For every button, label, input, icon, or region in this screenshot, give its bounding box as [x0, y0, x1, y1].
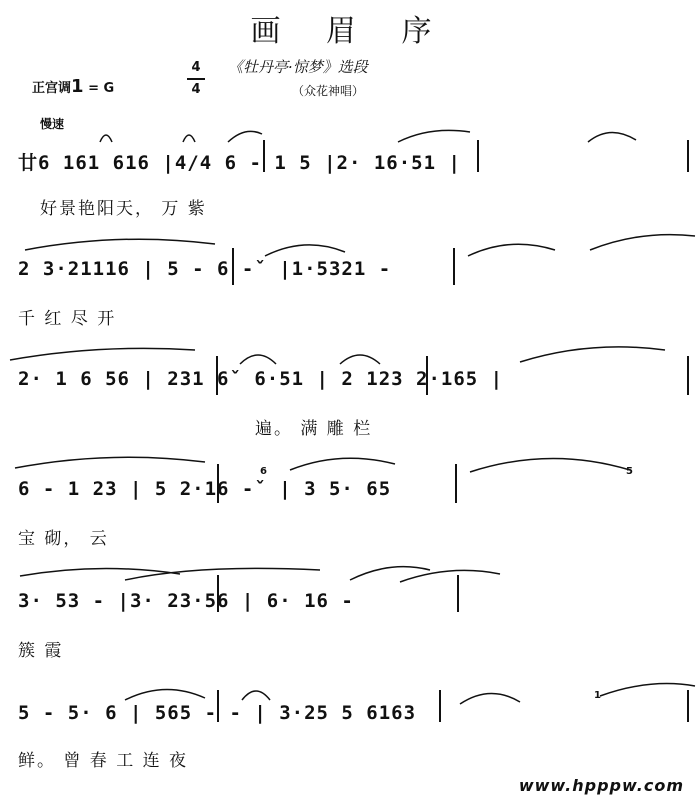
time-signature-top: 4 [191, 60, 201, 75]
notation-row-5: 3· 53 - |3· 23·56 | 6· 16 - [18, 590, 354, 612]
subtitle: 《牡丹亭·惊梦》选段 [228, 58, 368, 76]
key-rest: = G [83, 81, 115, 96]
site-watermark: www.hpppw.com [518, 776, 684, 795]
notation-row-4: 6 - 1 23 | 5 2·16 -ˇ | 3 5· 65 [18, 478, 392, 500]
lyrics-row-2: 千 红 尽 开 [18, 309, 117, 329]
key-one: 1 [71, 76, 84, 97]
lyrics-row-5: 簇 霞 [18, 641, 64, 661]
lyrics-row-3: 遍。 满 雕 栏 [255, 419, 373, 439]
notation-row-6: 5 - 5· 6 | 565 - - | 3·25 5 6163 [18, 702, 417, 724]
grace-note-3: 1 [594, 690, 601, 701]
time-signature-bottom: 4 [191, 82, 201, 97]
key-prefix: 正宫调 [32, 81, 72, 96]
notation-row-1: 廿6 161 616 |4/4 6 - 1 5 |2· 16·51 | [18, 152, 461, 174]
grace-note-1: 6 [260, 466, 267, 477]
grace-note-2: 5 [626, 466, 633, 477]
lyrics-row-1: 好景艳阳天， 万 紫 [40, 199, 207, 219]
tempo-marking: 慢速 [40, 117, 65, 131]
notation-row-2: 2 3·21116 | 5 - 6 -ˇ |1·5321 - [18, 258, 392, 280]
lyrics-row-4: 宝 砌， 云 [18, 529, 109, 549]
singer-note: （众花神唱） [292, 84, 365, 98]
page-title: 画 眉 序 [250, 14, 450, 49]
lyrics-row-6: 鲜。 曾 春 工 连 夜 [18, 751, 189, 771]
notation-row-3: 2· 1 6 56 | 231 6ˇ 6·51 | 2 123 2·165 | [18, 368, 504, 390]
